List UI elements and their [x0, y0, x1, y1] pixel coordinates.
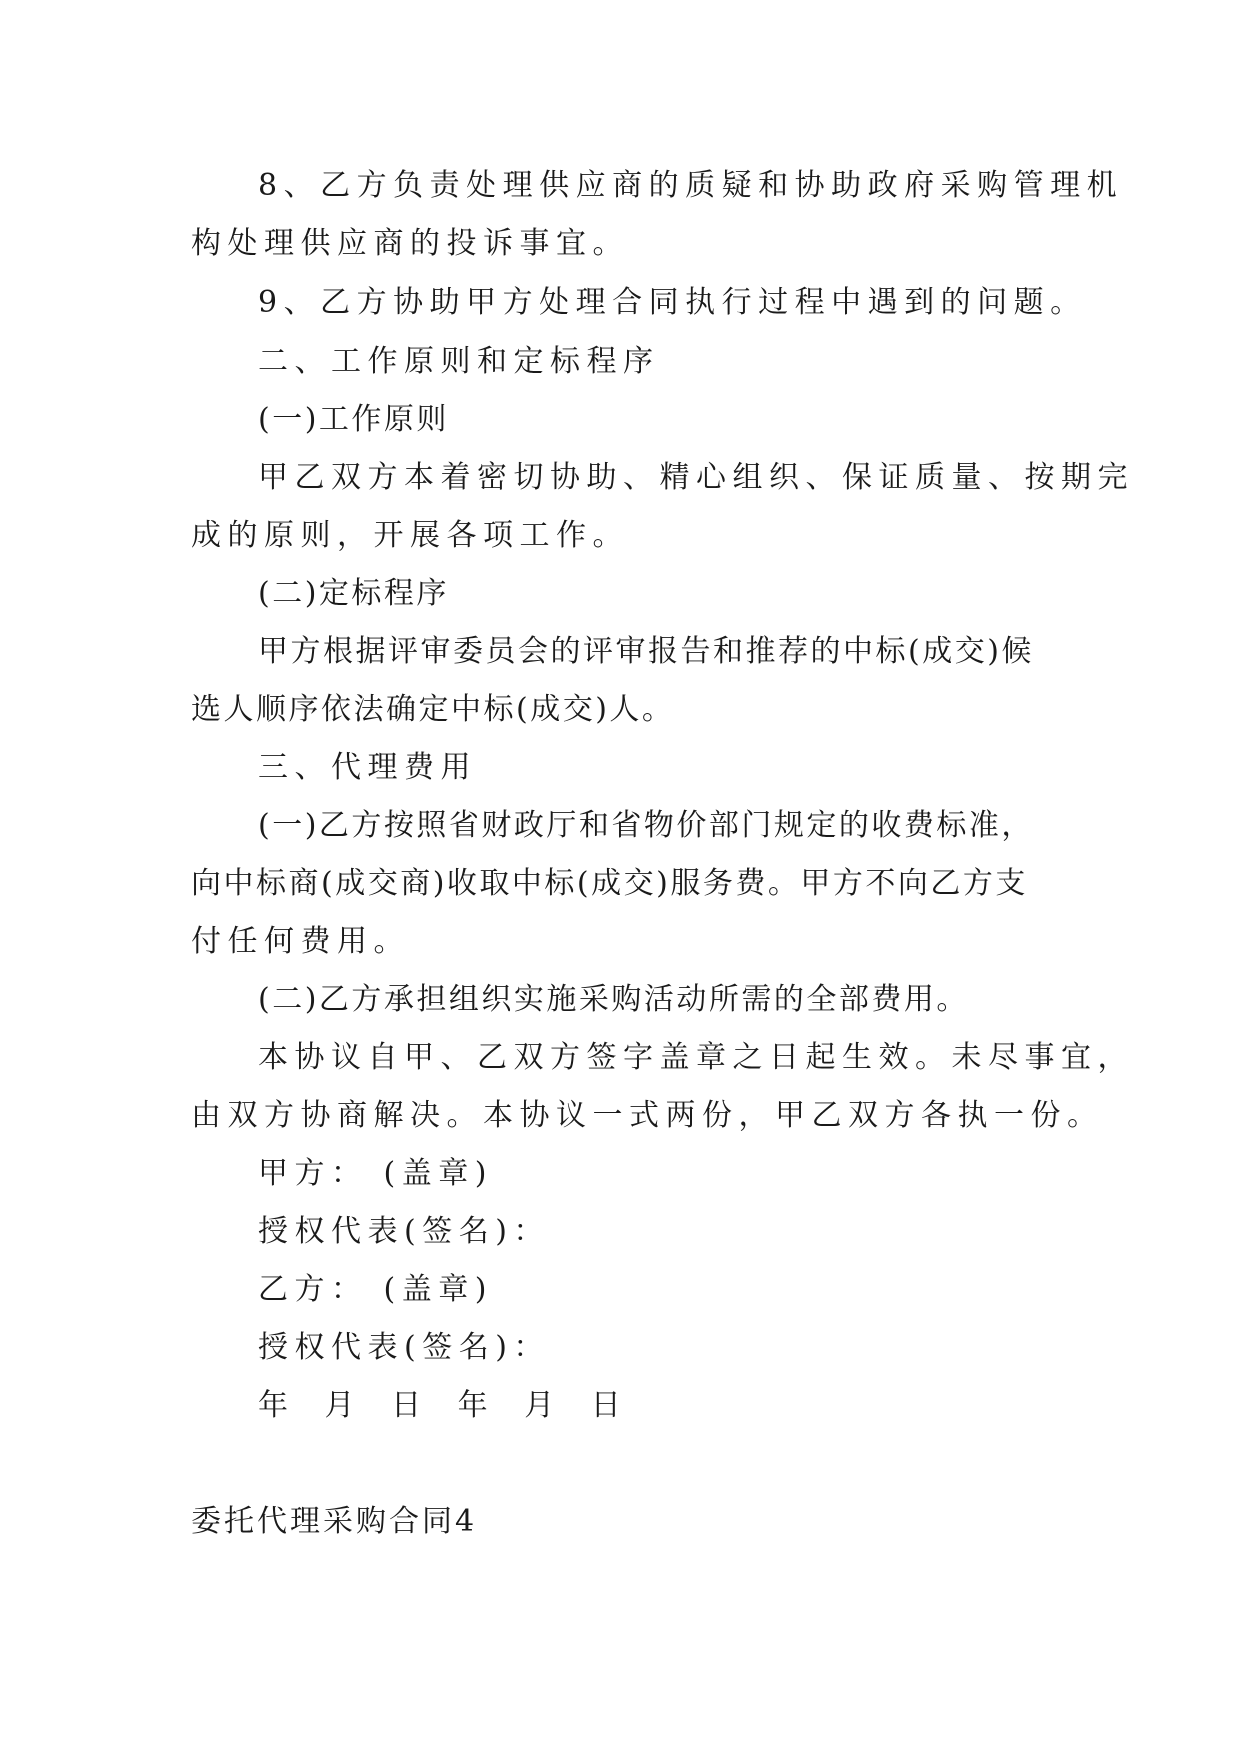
- paragraph-line: 向中标商(成交商)收取中标(成交)服务费。甲方不向乙方支: [191, 866, 1028, 901]
- party-a-seal-line: 甲方： (盖章): [258, 1156, 493, 1191]
- paragraph-line: 本协议自甲、乙双方签字盖章之日起生效。未尽事宜，: [258, 1040, 1134, 1075]
- paragraph-line: 9、乙方协助甲方处理合同执行过程中遇到的问题。: [258, 285, 1087, 320]
- date-year-b: 年: [457, 1388, 495, 1423]
- date-month-a: 月: [324, 1388, 362, 1423]
- next-section-title: 委托代理采购合同4: [191, 1504, 478, 1539]
- paragraph-line: (一)乙方按照省财政厅和省物价部门规定的收费标准，: [258, 808, 1034, 843]
- paragraph-line: 构处理供应商的投诉事宜。: [191, 226, 629, 261]
- paragraph-line: (二)乙方承担组织实施采购活动所需的全部费用。: [258, 982, 969, 1017]
- paragraph-line: 成的原则，开展各项工作。: [191, 518, 629, 553]
- section-heading: 二、工作原则和定标程序: [258, 344, 660, 379]
- date-month-b: 月: [524, 1388, 561, 1423]
- paragraph-line: 甲方根据评审委员会的评审报告和推荐的中标(成交)候: [258, 634, 1034, 669]
- subsection-heading: (二)定标程序: [258, 576, 449, 611]
- party-b-seal-line: 乙方： (盖章): [258, 1272, 493, 1307]
- date-year-a: 年: [258, 1388, 295, 1423]
- signature-date-line: [258, 1386, 641, 1426]
- party-a-representative-line: 授权代表(签名)：: [258, 1214, 550, 1249]
- paragraph-line: 8、乙方负责处理供应商的质疑和协助政府采购管理机: [258, 168, 1124, 203]
- section-heading: 三、代理费用: [258, 750, 477, 785]
- paragraph-line: 由双方协商解决。本协议一式两份，甲乙双方各执一份。: [191, 1098, 1104, 1133]
- party-b-representative-line: 授权代表(签名)：: [258, 1330, 550, 1365]
- date-day-b: 日: [590, 1388, 628, 1423]
- date-day-a: 日: [391, 1388, 428, 1423]
- paragraph-line: 甲乙双方本着密切协助、精心组织、保证质量、按期完: [258, 460, 1134, 495]
- paragraph-line: 选人顺序依法确定中标(成交)人。: [191, 692, 675, 727]
- paragraph-line: 付任何费用。: [191, 924, 410, 959]
- subsection-heading: (一)工作原则: [258, 402, 449, 437]
